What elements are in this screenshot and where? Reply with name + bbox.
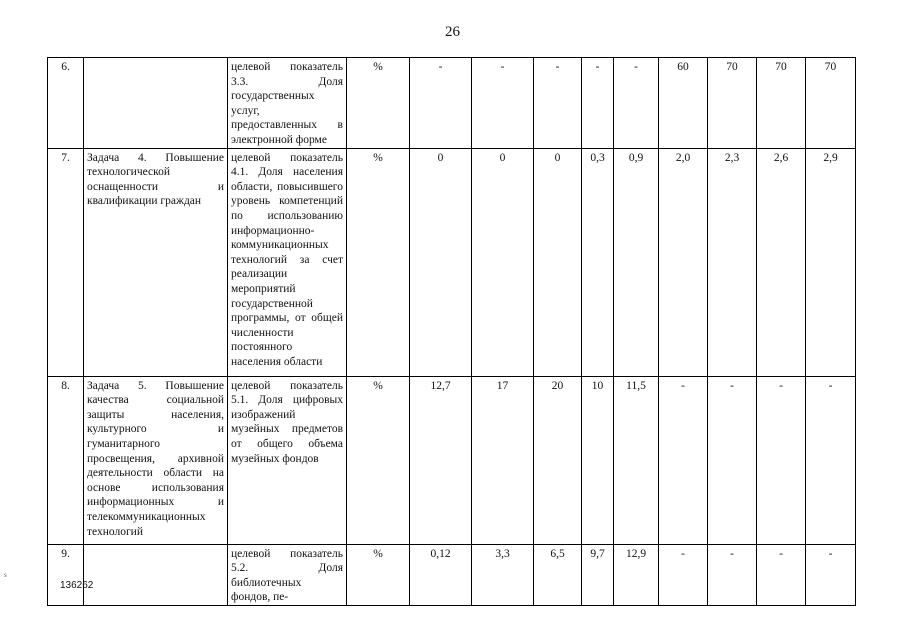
value-cell: - [757, 376, 806, 544]
row-number: 8. [48, 376, 84, 544]
task-cell [84, 58, 228, 149]
value-cell: - [472, 58, 534, 149]
value-cell: 0 [410, 148, 472, 376]
indicator-cell: целевой показатель 5.2. Доля библиотечных фондов, пе- [228, 544, 347, 605]
value-cell: - [659, 544, 708, 605]
document-code: 136262 [60, 580, 94, 591]
value-cell: 2,0 [659, 148, 708, 376]
value-cell: 12,7 [410, 376, 472, 544]
value-cell: - [534, 58, 582, 149]
value-cell: - [708, 376, 757, 544]
value-cell: - [582, 58, 614, 149]
value-cell: 6,5 [534, 544, 582, 605]
value-cell: 12,9 [614, 544, 659, 605]
indicators-table [47, 57, 856, 606]
value-cell: - [806, 544, 856, 605]
value-cell: 17 [472, 376, 534, 544]
indicator-cell: целевой показатель 4.1. Доля населения области, повысившего уровень компетенций по использованию информационно-коммуникационных технологий за счет реализации мероприятий государственной программы, от общей численности постоянного населения области [228, 148, 347, 376]
row-number: 9. [48, 544, 84, 605]
value-cell: 10 [582, 376, 614, 544]
task-cell: Задача 4. Повышение технологической оснащенности и квалификации граждан [84, 148, 228, 376]
value-cell: 2,3 [708, 148, 757, 376]
value-cell: 70 [708, 58, 757, 149]
value-cell: 0,9 [614, 148, 659, 376]
value-cell: - [757, 544, 806, 605]
row-number: 6. [48, 58, 84, 149]
value-cell: 60 [659, 58, 708, 149]
indicator-cell: целевой показатель 3.3. Доля государственных услуг, предоставленных в электронной форме [228, 58, 347, 149]
value-cell: 0,3 [582, 148, 614, 376]
value-cell: 70 [757, 58, 806, 149]
value-cell: - [806, 376, 856, 544]
row-number: 7. [48, 148, 84, 376]
value-cell: 3,3 [472, 544, 534, 605]
unit-cell: % [347, 544, 410, 605]
value-cell: 20 [534, 376, 582, 544]
table-row [48, 544, 856, 605]
value-cell: 0 [472, 148, 534, 376]
value-cell: 9,7 [582, 544, 614, 605]
margin-mark: s [4, 571, 7, 579]
table-row [48, 376, 856, 544]
value-cell: - [659, 376, 708, 544]
value-cell: - [708, 544, 757, 605]
table-row [48, 148, 856, 376]
unit-cell: % [347, 58, 410, 149]
unit-cell: % [347, 148, 410, 376]
value-cell: 2,6 [757, 148, 806, 376]
value-cell: 0 [534, 148, 582, 376]
value-cell: 70 [806, 58, 856, 149]
value-cell: - [614, 58, 659, 149]
value-cell: 2,9 [806, 148, 856, 376]
task-cell: Задача 5. Повышение качества социальной защиты населения, культурного и гуманитарного просвещения, архивной деятельности области на основе использования информационных и телекоммуникационных технологий [84, 376, 228, 544]
value-cell: 11,5 [614, 376, 659, 544]
unit-cell: % [347, 376, 410, 544]
table-row [48, 58, 856, 149]
task-cell [84, 544, 228, 605]
value-cell: 0,12 [410, 544, 472, 605]
value-cell: - [410, 58, 472, 149]
indicator-cell: целевой показатель 5.1. Доля цифровых изображений музейных предметов от общего объема музейных фондов [228, 376, 347, 544]
page-number: 26 [445, 24, 460, 40]
